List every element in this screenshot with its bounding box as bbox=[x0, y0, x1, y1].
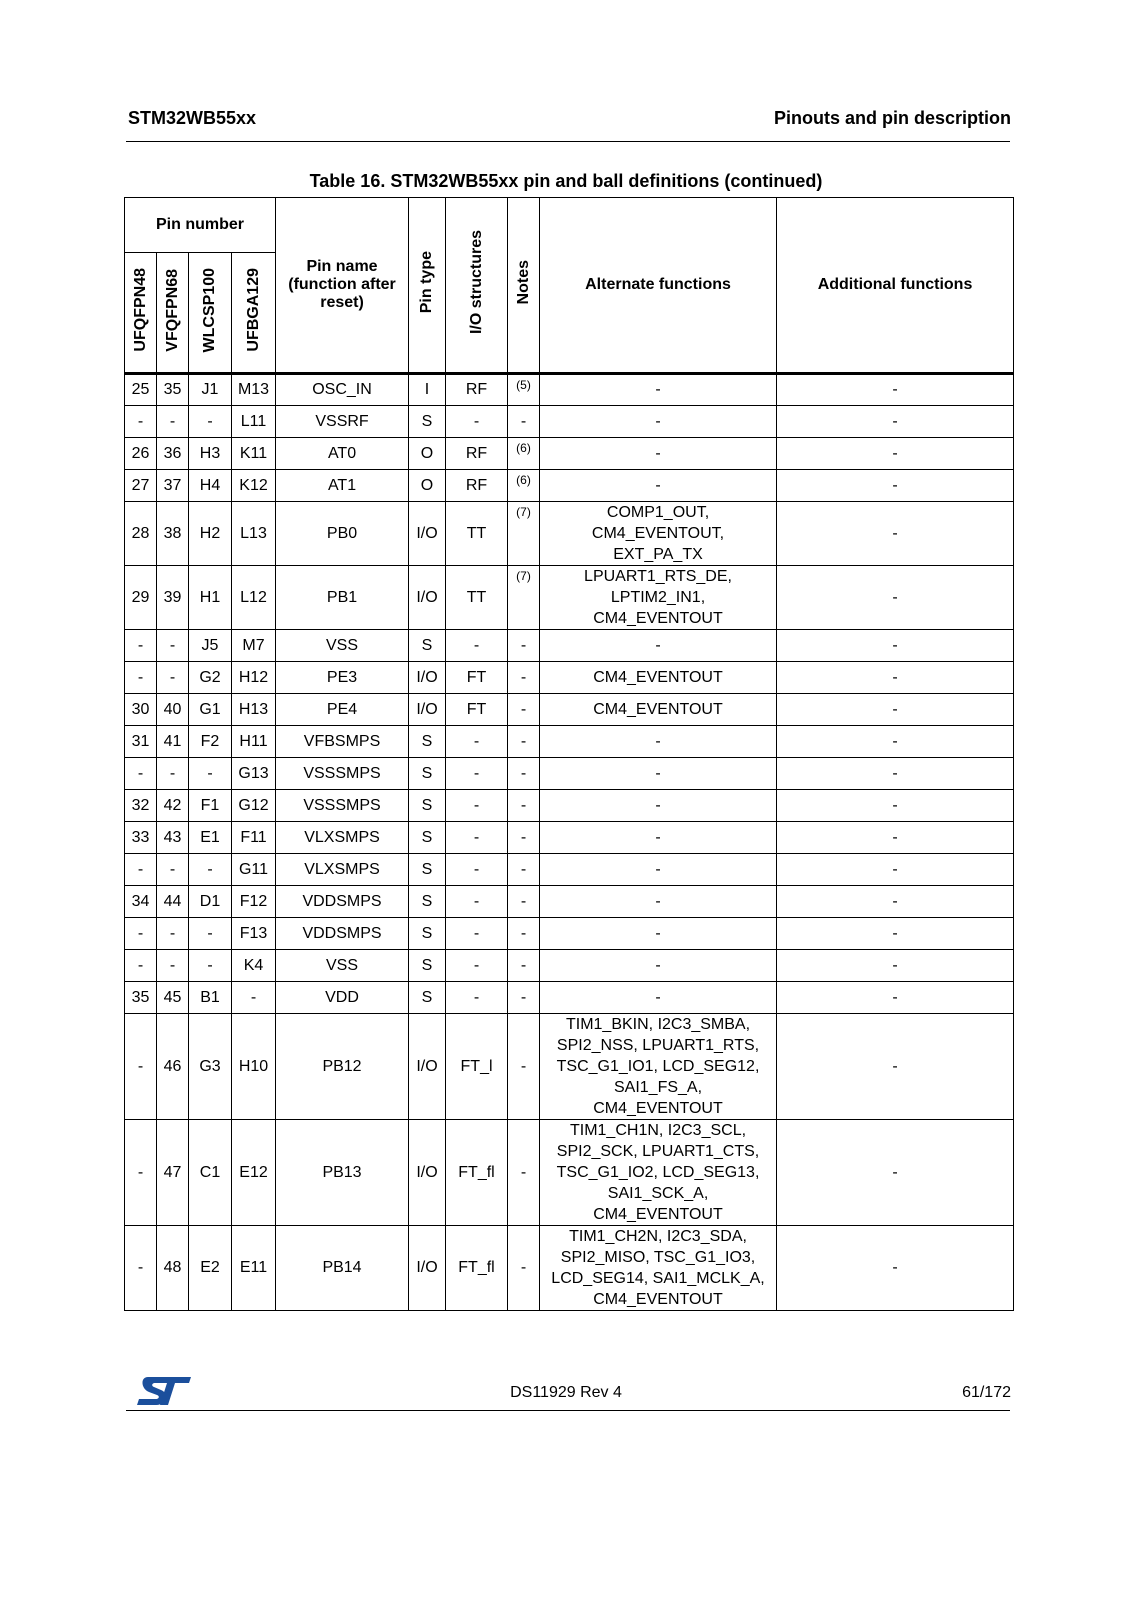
col-ufbga129 bbox=[232, 253, 276, 374]
cell-alternate-functions: - bbox=[540, 950, 777, 982]
cell-io-structure: FT_fl bbox=[446, 1120, 508, 1226]
cell-vfqfpn68: 46 bbox=[157, 1014, 189, 1120]
cell-vfqfpn68: 41 bbox=[157, 726, 189, 758]
cell-vfqfpn68: 44 bbox=[157, 886, 189, 918]
cell-ufbga129: K11 bbox=[232, 438, 276, 470]
cell-pin-name: VSS bbox=[276, 630, 409, 662]
cell-alternate-functions: - bbox=[540, 406, 777, 438]
cell-pin-type: S bbox=[409, 790, 446, 822]
col-pin-number: Pin number bbox=[125, 198, 276, 253]
cell-wlcsp100: H1 bbox=[189, 566, 232, 630]
col-io-structures-label: I/O structures bbox=[467, 230, 485, 335]
table-row bbox=[125, 758, 1014, 790]
cell-io-structure: - bbox=[446, 950, 508, 982]
cell-notes: - bbox=[508, 982, 540, 1014]
col-wlcsp100-label: WLCSP100 bbox=[201, 267, 218, 353]
cell-io-structure: FT_fl bbox=[446, 1226, 508, 1311]
cell-vfqfpn68: 35 bbox=[157, 374, 189, 406]
cell-wlcsp100: G1 bbox=[189, 694, 232, 726]
cell-ufbga129: H11 bbox=[232, 726, 276, 758]
footer-page-number: 61/172 bbox=[962, 1384, 1011, 1401]
cell-vfqfpn68: 47 bbox=[157, 1120, 189, 1226]
table-row bbox=[125, 1120, 1014, 1226]
cell-wlcsp100: - bbox=[189, 406, 232, 438]
cell-pin-name: PE3 bbox=[276, 662, 409, 694]
cell-additional-functions: - bbox=[777, 790, 1014, 822]
table-row bbox=[125, 502, 1014, 566]
cell-wlcsp100: C1 bbox=[189, 1120, 232, 1226]
cell-wlcsp100: E1 bbox=[189, 822, 232, 854]
cell-vfqfpn68: 39 bbox=[157, 566, 189, 630]
cell-alternate-functions: - bbox=[540, 470, 777, 502]
cell-pin-name: VDDSMPS bbox=[276, 886, 409, 918]
alternate-function-line: SAI1_FS_A, bbox=[613, 1079, 703, 1096]
cell-pin-type: S bbox=[409, 758, 446, 790]
footer-rule bbox=[126, 1410, 1010, 1411]
alternate-function-line: CM4_EVENTOUT bbox=[593, 669, 723, 686]
cell-pin-type: S bbox=[409, 982, 446, 1014]
alternate-function-line: SAI1_SCK_A, bbox=[607, 1185, 709, 1202]
cell-ufqfpn48: 32 bbox=[125, 790, 157, 822]
alternate-function-line: SPI2_SCK, LPUART1_CTS, bbox=[556, 1143, 760, 1160]
cell-pin-type: I/O bbox=[409, 1120, 446, 1226]
cell-pin-type: O bbox=[409, 438, 446, 470]
cell-wlcsp100: H3 bbox=[189, 438, 232, 470]
cell-io-structure: - bbox=[446, 726, 508, 758]
cell-io-structure: - bbox=[446, 630, 508, 662]
cell-ufqfpn48: 30 bbox=[125, 694, 157, 726]
cell-alternate-functions: - bbox=[540, 822, 777, 854]
cell-pin-name: PB1 bbox=[276, 566, 409, 630]
col-ufqfpn48 bbox=[125, 253, 157, 374]
table-row bbox=[125, 726, 1014, 758]
cell-wlcsp100: - bbox=[189, 758, 232, 790]
cell-ufqfpn48: - bbox=[125, 758, 157, 790]
col-ufqfpn48-label: UFQFPN48 bbox=[131, 268, 149, 352]
table-caption: Table 16. STM32WB55xx pin and ball definitions (continued) bbox=[309, 171, 823, 191]
cell-notes: - bbox=[508, 950, 540, 982]
cell-pin-type: S bbox=[409, 726, 446, 758]
cell-io-structure: TT bbox=[446, 502, 508, 566]
cell-notes: - bbox=[508, 1120, 540, 1226]
alternate-function-line: TSC_G1_IO1, LCD_SEG12, bbox=[556, 1058, 760, 1075]
cell-additional-functions: - bbox=[777, 758, 1014, 790]
col-vfqfpn68 bbox=[157, 253, 189, 374]
alternate-function-line: EXT_PA_TX bbox=[613, 546, 703, 563]
cell-vfqfpn68: 45 bbox=[157, 982, 189, 1014]
cell-io-structure: TT bbox=[446, 566, 508, 630]
alternate-function-line: SPI2_NSS, LPUART1_RTS, bbox=[556, 1037, 760, 1054]
cell-wlcsp100: J5 bbox=[189, 630, 232, 662]
cell-ufbga129: K4 bbox=[232, 950, 276, 982]
cell-pin-type: S bbox=[409, 950, 446, 982]
cell-additional-functions: - bbox=[777, 886, 1014, 918]
cell-vfqfpn68: 48 bbox=[157, 1226, 189, 1311]
cell-notes: - bbox=[508, 726, 540, 758]
alternate-function-line: CM4_EVENTOUT bbox=[593, 610, 723, 627]
cell-io-structure: RF bbox=[446, 374, 508, 406]
table-row bbox=[125, 854, 1014, 886]
cell-additional-functions: - bbox=[777, 1014, 1014, 1120]
alternate-function-line: LPTIM2_IN1, bbox=[610, 589, 706, 606]
cell-pin-name: AT0 bbox=[276, 438, 409, 470]
alternate-function-line: CM4_EVENTOUT bbox=[593, 1291, 723, 1308]
table-row bbox=[125, 982, 1014, 1014]
table-row bbox=[125, 1014, 1014, 1120]
table-row bbox=[125, 822, 1014, 854]
cell-ufbga129: H12 bbox=[232, 662, 276, 694]
table-row bbox=[125, 470, 1014, 502]
cell-alternate-functions bbox=[540, 662, 777, 694]
cell-alternate-functions: - bbox=[540, 790, 777, 822]
cell-ufqfpn48: 34 bbox=[125, 886, 157, 918]
table-body bbox=[125, 374, 1014, 1311]
cell-ufbga129: K12 bbox=[232, 470, 276, 502]
cell-pin-name: PE4 bbox=[276, 694, 409, 726]
cell-wlcsp100: E2 bbox=[189, 1226, 232, 1311]
table-row bbox=[125, 950, 1014, 982]
cell-ufbga129: F12 bbox=[232, 886, 276, 918]
cell-additional-functions: - bbox=[777, 982, 1014, 1014]
table-row bbox=[125, 886, 1014, 918]
cell-vfqfpn68: 42 bbox=[157, 790, 189, 822]
cell-ufqfpn48: 31 bbox=[125, 726, 157, 758]
cell-io-structure: - bbox=[446, 886, 508, 918]
cell-ufbga129: L11 bbox=[232, 406, 276, 438]
cell-wlcsp100: B1 bbox=[189, 982, 232, 1014]
cell-ufqfpn48: - bbox=[125, 406, 157, 438]
cell-pin-name: VDDSMPS bbox=[276, 918, 409, 950]
table-row bbox=[125, 790, 1014, 822]
cell-notes: (7) bbox=[508, 502, 540, 566]
cell-ufbga129: M13 bbox=[232, 374, 276, 406]
cell-wlcsp100: G3 bbox=[189, 1014, 232, 1120]
alternate-function-line: CM4_EVENTOUT bbox=[593, 701, 723, 718]
alternate-function-line: CM4_EVENTOUT bbox=[593, 1100, 723, 1117]
cell-pin-name: VSSSMPS bbox=[276, 758, 409, 790]
alternate-function-line: TIM1_BKIN, I2C3_SMBA, bbox=[565, 1016, 751, 1033]
cell-vfqfpn68: - bbox=[157, 758, 189, 790]
header-rule bbox=[126, 141, 1010, 142]
cell-ufbga129: F11 bbox=[232, 822, 276, 854]
cell-pin-name: PB14 bbox=[276, 1226, 409, 1311]
cell-additional-functions: - bbox=[777, 502, 1014, 566]
cell-io-structure: FT bbox=[446, 694, 508, 726]
table-row bbox=[125, 406, 1014, 438]
cell-additional-functions: - bbox=[777, 694, 1014, 726]
cell-pin-type: O bbox=[409, 470, 446, 502]
cell-ufqfpn48: - bbox=[125, 630, 157, 662]
cell-notes: - bbox=[508, 790, 540, 822]
cell-additional-functions: - bbox=[777, 662, 1014, 694]
cell-notes: - bbox=[508, 694, 540, 726]
cell-pin-name: VSSRF bbox=[276, 406, 409, 438]
cell-ufbga129: M7 bbox=[232, 630, 276, 662]
alternate-function-line: LPUART1_RTS_DE, bbox=[584, 568, 732, 585]
cell-vfqfpn68: - bbox=[157, 854, 189, 886]
cell-wlcsp100: J1 bbox=[189, 374, 232, 406]
cell-notes: (7) bbox=[508, 566, 540, 630]
alternate-function-line: TIM1_CH2N, I2C3_SDA, bbox=[569, 1228, 747, 1245]
cell-wlcsp100: - bbox=[189, 950, 232, 982]
cell-alternate-functions bbox=[540, 502, 777, 566]
cell-ufqfpn48: 27 bbox=[125, 470, 157, 502]
cell-pin-name: AT1 bbox=[276, 470, 409, 502]
cell-pin-type: I bbox=[409, 374, 446, 406]
cell-ufqfpn48: 35 bbox=[125, 982, 157, 1014]
cell-vfqfpn68: 38 bbox=[157, 502, 189, 566]
cell-pin-type: S bbox=[409, 822, 446, 854]
cell-wlcsp100: H2 bbox=[189, 502, 232, 566]
cell-notes: - bbox=[508, 1226, 540, 1311]
cell-additional-functions: - bbox=[777, 726, 1014, 758]
col-pin-type-label: Pin type bbox=[418, 251, 436, 314]
cell-io-structure: - bbox=[446, 790, 508, 822]
cell-pin-type: S bbox=[409, 886, 446, 918]
cell-ufbga129: E11 bbox=[232, 1226, 276, 1311]
cell-ufbga129: L12 bbox=[232, 566, 276, 630]
col-io-structures bbox=[446, 198, 508, 374]
cell-pin-type: I/O bbox=[409, 566, 446, 630]
cell-ufbga129: H10 bbox=[232, 1014, 276, 1120]
cell-alternate-functions: - bbox=[540, 630, 777, 662]
cell-ufbga129: H13 bbox=[232, 694, 276, 726]
cell-io-structure: - bbox=[446, 822, 508, 854]
cell-additional-functions: - bbox=[777, 374, 1014, 406]
cell-additional-functions: - bbox=[777, 950, 1014, 982]
cell-notes: - bbox=[508, 758, 540, 790]
cell-ufqfpn48: - bbox=[125, 1226, 157, 1311]
cell-pin-type: S bbox=[409, 854, 446, 886]
cell-vfqfpn68: 36 bbox=[157, 438, 189, 470]
cell-wlcsp100: F1 bbox=[189, 790, 232, 822]
cell-alternate-functions: - bbox=[540, 726, 777, 758]
cell-notes: - bbox=[508, 1014, 540, 1120]
col-notes-label: Notes bbox=[514, 260, 532, 305]
cell-notes: - bbox=[508, 854, 540, 886]
alternate-function-line: COMP1_OUT, bbox=[606, 504, 710, 521]
cell-notes: - bbox=[508, 918, 540, 950]
cell-io-structure: - bbox=[446, 854, 508, 886]
table-row bbox=[125, 438, 1014, 470]
cell-io-structure: - bbox=[446, 982, 508, 1014]
cell-ufqfpn48: - bbox=[125, 1014, 157, 1120]
cell-alternate-functions: - bbox=[540, 438, 777, 470]
cell-alternate-functions: - bbox=[540, 982, 777, 1014]
cell-pin-type: I/O bbox=[409, 662, 446, 694]
table-row bbox=[125, 694, 1014, 726]
cell-ufqfpn48: 25 bbox=[125, 374, 157, 406]
header-section: Pinouts and pin description bbox=[773, 108, 1011, 128]
cell-ufqfpn48: - bbox=[125, 950, 157, 982]
col-alternate-functions: Alternate functions bbox=[540, 198, 777, 374]
table-row bbox=[125, 374, 1014, 406]
cell-vfqfpn68: - bbox=[157, 630, 189, 662]
table-row bbox=[125, 1226, 1014, 1311]
cell-additional-functions: - bbox=[777, 854, 1014, 886]
cell-ufbga129: E12 bbox=[232, 1120, 276, 1226]
cell-ufqfpn48: 28 bbox=[125, 502, 157, 566]
cell-pin-name: PB12 bbox=[276, 1014, 409, 1120]
alternate-function-line: SPI2_MISO, TSC_G1_IO3, bbox=[560, 1249, 756, 1266]
alternate-function-line: CM4_EVENTOUT, bbox=[591, 525, 725, 542]
cell-pin-type: S bbox=[409, 406, 446, 438]
cell-pin-name: VLXSMPS bbox=[276, 822, 409, 854]
cell-ufqfpn48: - bbox=[125, 1120, 157, 1226]
cell-additional-functions: - bbox=[777, 822, 1014, 854]
cell-pin-name: OSC_IN bbox=[276, 374, 409, 406]
cell-alternate-functions bbox=[540, 566, 777, 630]
table-row bbox=[125, 630, 1014, 662]
cell-notes: (6) bbox=[508, 438, 540, 470]
cell-additional-functions: - bbox=[777, 630, 1014, 662]
cell-wlcsp100: - bbox=[189, 854, 232, 886]
cell-pin-type: S bbox=[409, 630, 446, 662]
cell-additional-functions: - bbox=[777, 406, 1014, 438]
cell-ufbga129: G12 bbox=[232, 790, 276, 822]
cell-notes: - bbox=[508, 662, 540, 694]
col-pin-type bbox=[409, 198, 446, 374]
cell-io-structure: RF bbox=[446, 438, 508, 470]
cell-notes: - bbox=[508, 822, 540, 854]
cell-vfqfpn68: 40 bbox=[157, 694, 189, 726]
cell-additional-functions: - bbox=[777, 470, 1014, 502]
col-vfqfpn68-label: VFQFPN68 bbox=[163, 268, 181, 352]
cell-alternate-functions bbox=[540, 1226, 777, 1311]
cell-vfqfpn68: 37 bbox=[157, 470, 189, 502]
cell-pin-name: VFBSMPS bbox=[276, 726, 409, 758]
header-product: STM32WB55xx bbox=[128, 108, 257, 128]
cell-additional-functions: - bbox=[777, 1226, 1014, 1311]
cell-pin-type: I/O bbox=[409, 502, 446, 566]
cell-pin-name: PB0 bbox=[276, 502, 409, 566]
cell-wlcsp100: G2 bbox=[189, 662, 232, 694]
cell-alternate-functions: - bbox=[540, 854, 777, 886]
cell-ufqfpn48: - bbox=[125, 918, 157, 950]
cell-wlcsp100: H4 bbox=[189, 470, 232, 502]
table-row bbox=[125, 566, 1014, 630]
cell-wlcsp100: D1 bbox=[189, 886, 232, 918]
cell-pin-name: PB13 bbox=[276, 1120, 409, 1226]
alternate-function-line: TSC_G1_IO2, LCD_SEG13, bbox=[556, 1164, 760, 1181]
cell-notes: (6) bbox=[508, 470, 540, 502]
alternate-function-line: TIM1_CH1N, I2C3_SCL, bbox=[569, 1122, 747, 1139]
cell-ufbga129: L13 bbox=[232, 502, 276, 566]
cell-additional-functions: - bbox=[777, 918, 1014, 950]
cell-alternate-functions: - bbox=[540, 918, 777, 950]
cell-pin-name: VLXSMPS bbox=[276, 854, 409, 886]
alternate-function-line: LCD_SEG14, SAI1_MCLK_A, bbox=[551, 1270, 765, 1287]
cell-pin-type: S bbox=[409, 918, 446, 950]
cell-alternate-functions bbox=[540, 1120, 777, 1226]
pin-definitions-table bbox=[124, 197, 1014, 1311]
cell-notes: (5) bbox=[508, 374, 540, 406]
cell-alternate-functions: - bbox=[540, 374, 777, 406]
table-row bbox=[125, 662, 1014, 694]
cell-additional-functions: - bbox=[777, 1120, 1014, 1226]
cell-vfqfpn68: - bbox=[157, 950, 189, 982]
cell-io-structure: RF bbox=[446, 470, 508, 502]
footer-doc-id: DS11929 Rev 4 bbox=[510, 1384, 622, 1401]
col-notes bbox=[508, 198, 540, 374]
cell-alternate-functions: - bbox=[540, 758, 777, 790]
cell-notes: - bbox=[508, 886, 540, 918]
cell-vfqfpn68: - bbox=[157, 662, 189, 694]
col-ufbga129-label: UFBGA129 bbox=[244, 268, 262, 352]
cell-vfqfpn68: - bbox=[157, 406, 189, 438]
cell-additional-functions: - bbox=[777, 566, 1014, 630]
cell-ufbga129: G11 bbox=[232, 854, 276, 886]
cell-notes: - bbox=[508, 630, 540, 662]
cell-ufbga129: G13 bbox=[232, 758, 276, 790]
cell-vfqfpn68: - bbox=[157, 918, 189, 950]
cell-wlcsp100: - bbox=[189, 918, 232, 950]
cell-ufqfpn48: - bbox=[125, 854, 157, 886]
cell-io-structure: - bbox=[446, 406, 508, 438]
cell-alternate-functions: - bbox=[540, 886, 777, 918]
cell-additional-functions: - bbox=[777, 438, 1014, 470]
cell-pin-name: VDD bbox=[276, 982, 409, 1014]
table-row bbox=[125, 918, 1014, 950]
cell-ufbga129: - bbox=[232, 982, 276, 1014]
cell-ufbga129: F13 bbox=[232, 918, 276, 950]
cell-pin-name: VSSSMPS bbox=[276, 790, 409, 822]
col-additional-functions: Additional functions bbox=[777, 198, 1014, 374]
cell-io-structure: - bbox=[446, 758, 508, 790]
cell-ufqfpn48: 33 bbox=[125, 822, 157, 854]
cell-pin-type: I/O bbox=[409, 1014, 446, 1120]
col-wlcsp100 bbox=[189, 253, 232, 374]
cell-vfqfpn68: 43 bbox=[157, 822, 189, 854]
cell-io-structure: FT bbox=[446, 662, 508, 694]
cell-io-structure: - bbox=[446, 918, 508, 950]
cell-pin-type: I/O bbox=[409, 694, 446, 726]
cell-ufqfpn48: 26 bbox=[125, 438, 157, 470]
cell-pin-type: I/O bbox=[409, 1226, 446, 1311]
alternate-function-line: CM4_EVENTOUT bbox=[593, 1206, 723, 1223]
cell-notes: - bbox=[508, 406, 540, 438]
cell-ufqfpn48: - bbox=[125, 662, 157, 694]
cell-io-structure: FT_l bbox=[446, 1014, 508, 1120]
cell-pin-name: VSS bbox=[276, 950, 409, 982]
cell-alternate-functions bbox=[540, 1014, 777, 1120]
col-pin-name: Pin name (function after reset) bbox=[276, 198, 409, 374]
cell-alternate-functions bbox=[540, 694, 777, 726]
cell-ufqfpn48: 29 bbox=[125, 566, 157, 630]
cell-wlcsp100: F2 bbox=[189, 726, 232, 758]
